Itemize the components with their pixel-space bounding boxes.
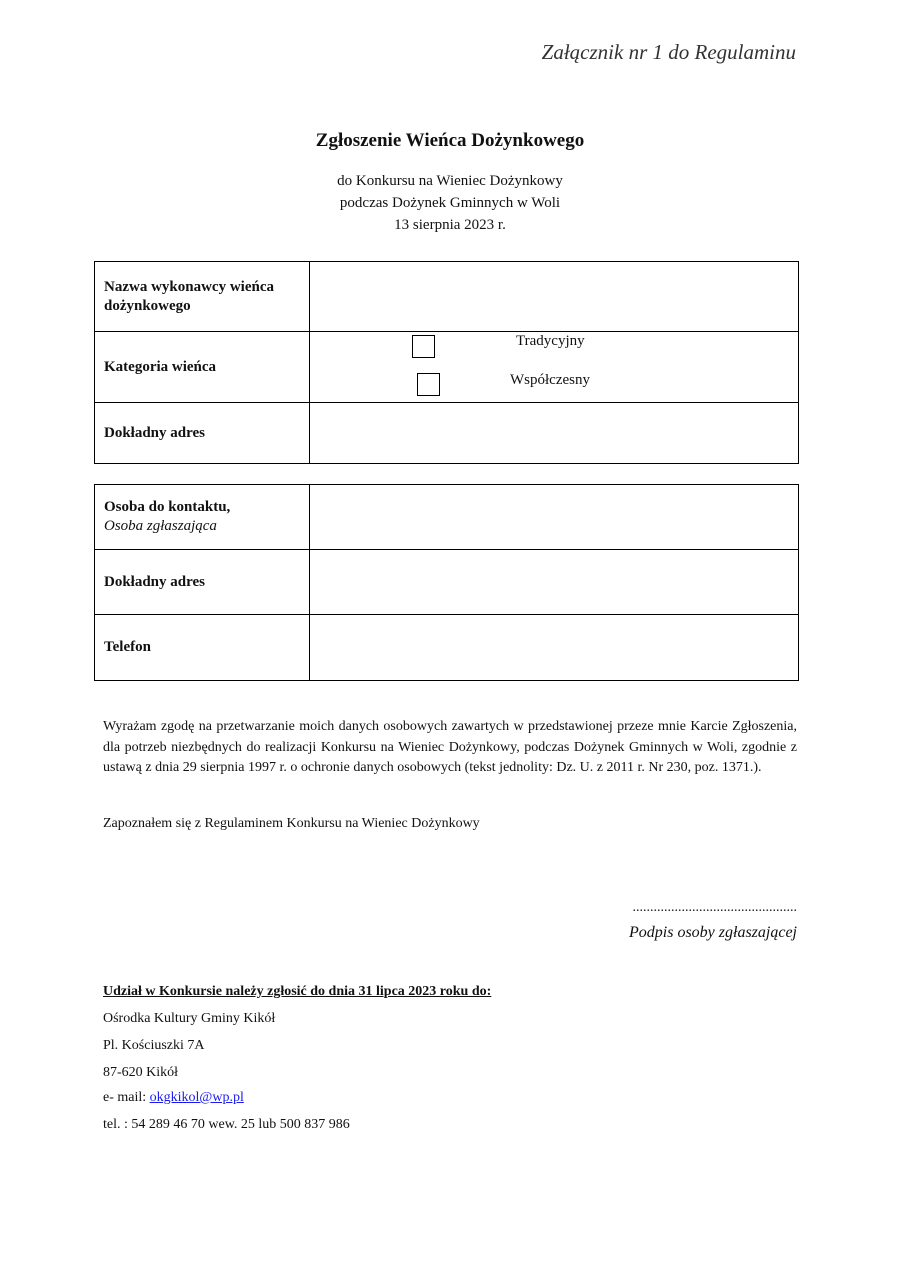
modern-label: Współczesny	[510, 372, 590, 388]
email-link[interactable]: okgkikol@wp.pl	[149, 1090, 244, 1105]
category-field	[310, 332, 799, 403]
contact-info-table	[94, 484, 799, 681]
modern-checkbox[interactable]	[417, 373, 440, 396]
contact-label-cell	[95, 485, 310, 550]
address-city: 87-620 Kikół	[103, 1065, 179, 1080]
consent-text: Wyrażam zgodę na przetwarzanie moich danych osobowych zawartych w przedstawionej przeze mnie Karcie Zgłoszenia, dla potrzeb niezbędnych do realizacji Konkursu na Wieniec Dożynkowy, podczas Dożynek Gminnych w Woli, zgodnie z ustawą z dnia 29 sierpnia 1997 r. o ochronie danych osobowych (tekst jednolity: Dz. U. z 2011 r. Nr 230, poz. 1371.).	[103, 719, 797, 775]
deadline-text: Udział w Konkursie należy zgłosić do dnia 31 lipca 2023 roku do:	[103, 984, 492, 999]
address-row	[95, 403, 799, 464]
email-label: e- mail:	[103, 1090, 150, 1105]
contact-row	[95, 485, 799, 550]
category-row	[95, 332, 799, 403]
contact-label: Osoba do kontaktu,	[104, 499, 231, 515]
signature-label: Podpis osoby zgłaszającej	[629, 924, 797, 941]
subtitle-line-1: do Konkursu na Wieniec Dożynkowy	[337, 173, 563, 189]
wreath-info-table	[94, 261, 799, 464]
email-line	[103, 1090, 244, 1106]
contact-address-row	[95, 550, 799, 615]
phone-field[interactable]	[310, 615, 799, 681]
address-label: Dokładny adres	[95, 403, 310, 464]
address-field[interactable]	[310, 403, 799, 464]
document-title: Zgłoszenie Wieńca Dożynkowego	[315, 130, 585, 151]
regulations-text: Zapoznałem się z Regulaminem Konkursu na Wieniec Dożynkowy	[103, 816, 480, 831]
address-org: Ośrodka Kultury Gminy Kikół	[103, 1011, 276, 1026]
category-label: Kategoria wieńca	[95, 332, 310, 403]
contact-address-field[interactable]	[310, 550, 799, 615]
attachment-note: Załącznik nr 1 do Regulaminu	[541, 40, 796, 64]
contact-field[interactable]	[310, 485, 799, 550]
traditional-checkbox[interactable]	[412, 335, 435, 358]
phone-row	[95, 615, 799, 681]
address-street: Pl. Kościuszki 7A	[103, 1038, 205, 1053]
subtitle-line-3: 13 sierpnia 2023 r.	[394, 217, 506, 233]
contact-sublabel: Osoba zgłaszająca	[104, 518, 217, 534]
performer-field[interactable]	[310, 262, 799, 332]
performer-row	[95, 262, 799, 332]
signature-line: ...............................................	[632, 900, 797, 915]
traditional-label: Tradycyjny	[516, 333, 585, 349]
contact-address-label: Dokładny adres	[95, 550, 310, 615]
subtitle-line-2: podczas Dożynek Gminnych w Woli	[339, 195, 561, 211]
performer-label: Nazwa wykonawcy wieńca dożynkowego	[95, 262, 310, 332]
phone-line: tel. : 54 289 46 70 wew. 25 lub 500 837 986	[103, 1117, 350, 1132]
phone-label: Telefon	[95, 615, 310, 681]
